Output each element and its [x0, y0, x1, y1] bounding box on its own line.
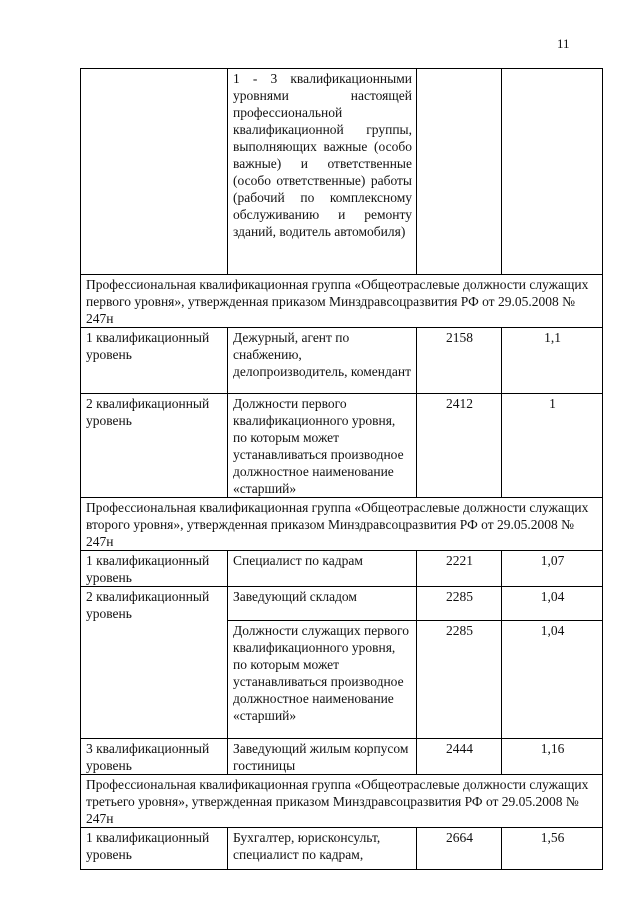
page-number: 11 — [557, 36, 570, 51]
section-heading: Профессиональная квалификационная группа «Общеотраслевые должности служащих второго уровня», утвержденная приказом Минздравсоцразвития РФ от 29.05.2008 № 247н — [81, 498, 603, 551]
code-cell — [417, 69, 502, 275]
table-row — [81, 828, 603, 870]
level-cell — [81, 69, 228, 275]
level-cell: 1 квалификационный уровень — [81, 551, 228, 587]
coefficient-cell: 1 — [502, 394, 603, 498]
code-cell: 2158 — [417, 328, 502, 394]
section-row — [81, 775, 603, 828]
coefficient-cell: 1,16 — [502, 739, 603, 775]
section-heading: Профессиональная квалификационная группа «Общеотраслевые должности служащих первого уровня», утвержденная приказом Минздравсоцразвития РФ от 29.05.2008 № 247н — [81, 275, 603, 328]
position-cell: Заведующий жилым корпусом гостиницы — [228, 739, 417, 775]
code-cell: 2664 — [417, 828, 502, 870]
qualification-table — [80, 68, 603, 870]
code-cell: 2285 — [417, 621, 502, 739]
level-cell: 3 квалификационный уровень — [81, 739, 228, 775]
position-cell: 1 - 3 квалификационными уровнями настоящей профессиональной квалификационной группы, выполняющих важные (особо важные) и ответственные (особо ответственные) работы (рабочий по комплексному обслуживанию и ремонту зданий, водитель автомобиля) — [228, 69, 417, 275]
section-row — [81, 498, 603, 551]
level-cell: 1 квалификационный уровень — [81, 328, 228, 394]
position-cell: Заведующий складом — [228, 587, 417, 621]
position-cell: Должности первого квалификационного уровня, по которым может устанавливаться производное должностное наименование «старший» — [228, 394, 417, 498]
position-cell: Специалист по кадрам — [228, 551, 417, 587]
table-row — [81, 328, 603, 394]
code-cell: 2444 — [417, 739, 502, 775]
level-cell: 1 квалификационный уровень — [81, 828, 228, 870]
table-row — [81, 739, 603, 775]
table-row — [81, 69, 603, 275]
table-row — [81, 551, 603, 587]
coefficient-cell: 1,04 — [502, 587, 603, 621]
coefficient-cell — [502, 69, 603, 275]
coefficient-cell: 1,07 — [502, 551, 603, 587]
section-row — [81, 275, 603, 328]
level-cell: 2 квалификационный уровень — [81, 394, 228, 498]
section-heading: Профессиональная квалификационная группа «Общеотраслевые должности служащих третьего уровня», утвержденная приказом Минздравсоцразвития РФ от 29.05.2008 № 247н — [81, 775, 603, 828]
position-cell: Должности служащих первого квалификационного уровня, по которым может устанавливаться производное должностное наименование «старший» — [228, 621, 417, 739]
table-row — [81, 587, 603, 621]
position-cell: Дежурный, агент по снабжению, делопроизводитель, комендант — [228, 328, 417, 394]
level-cell: 2 квалификационный уровень — [81, 587, 228, 739]
code-cell: 2221 — [417, 551, 502, 587]
coefficient-cell: 1,04 — [502, 621, 603, 739]
position-cell: Бухгалтер, юрисконсульт, специалист по кадрам, — [228, 828, 417, 870]
code-cell: 2285 — [417, 587, 502, 621]
code-cell: 2412 — [417, 394, 502, 498]
coefficient-cell: 1,1 — [502, 328, 603, 394]
table-row — [81, 394, 603, 498]
coefficient-cell: 1,56 — [502, 828, 603, 870]
